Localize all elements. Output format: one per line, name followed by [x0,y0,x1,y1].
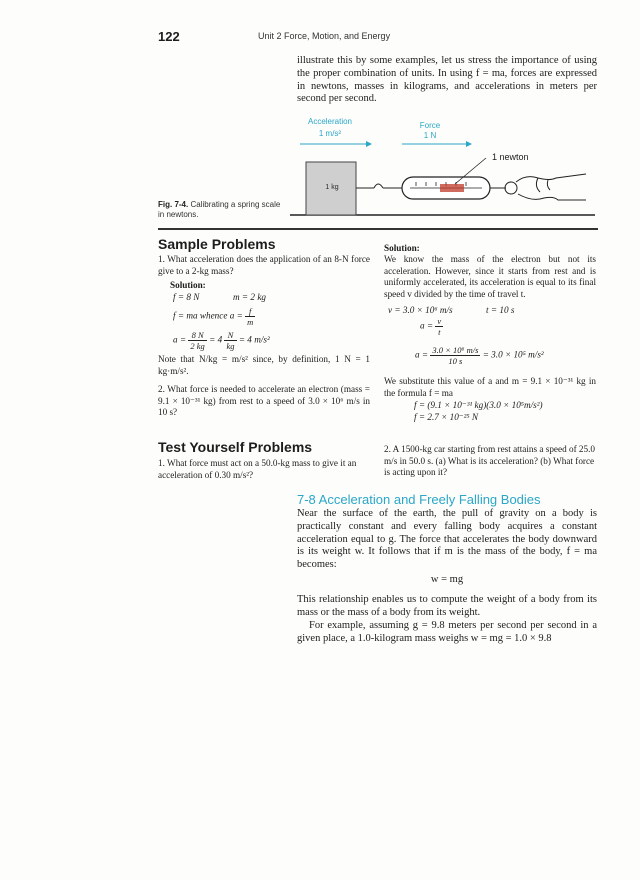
figure-caption-number: Fig. 7-4. [158,200,189,209]
p1-frac1-den: 2 kg [190,341,205,351]
figure-force-value: 1 N [423,131,437,140]
p1-frac1-num: 8 N [188,330,206,341]
page-number: 122 [158,29,180,44]
figure-caption-text: Calibrating a spring scale in newtons. [158,200,281,219]
p1-given-mass: m = 2 kg [233,292,266,302]
p2-given-v: v = 3.0 × 10⁶ m/s [388,305,453,315]
p2-frac2-num: 3.0 × 10⁶ m/s [432,345,479,355]
section-heading: 7-8 Acceleration and Freely Falling Bodies [297,492,541,507]
p2-accel-result: = 3.0 × 10⁵ m/s² [482,349,544,360]
p2-fraction-calc [430,345,480,366]
p2-frac-num: v [437,316,442,326]
sample-problem-2: 2. What force is needed to accelerate an electron (mass = 9.1 × 10⁻³¹ kg) from rest to a speed of 3.0 × 10⁶ m/s in 10 s? [158,384,370,418]
p2-given-t: t = 10 s [486,305,515,315]
p2-a2-label: a = [415,349,429,360]
p2-frac-den: t [438,327,441,337]
p1-frac2-den: kg [226,341,235,351]
spring-scale-figure [290,138,600,228]
test-question-2: 2. A 1500-kg car starting from rest attains a speed of 25.0 m/s in 50.0 s. (a) What is its acceleration? (b) What force is acting upon it? [384,444,596,478]
sample-problem-1: 1. What acceleration does the application of an 8-N force give to a 2-kg mass? [158,254,370,276]
p1-whence-line [173,306,255,327]
section-paragraph-3: For example, assuming g = 9.8 meters per second per second in a given place, a 1.0-kilogram mass weighs w = mg = 1.0 × 9.8 [297,620,597,644]
p2-solution-label: Solution: [384,243,420,253]
p2-fraction-vt [435,316,443,337]
p2-substitute: We substitute this value of a and m = 9.1 × 10⁻³¹ kg in the formula f = ma [384,376,596,398]
section-divider [158,228,598,230]
p1-solution-label: Solution: [170,280,206,290]
p1-whence-num: f [245,306,255,317]
running-header: Unit 2 Force, Motion, and Energy [258,31,391,41]
p2-frac2-den: 10 s [448,356,463,366]
p2-force-line-1: f = (9.1 × 10⁻³¹ kg)(3.0 × 10⁵m/s²) [414,400,543,410]
p1-whence-fraction [245,306,255,327]
p1-frac2-num: N [224,330,236,341]
figure-force-label: Force [419,121,441,130]
p1-note: Note that N/kg = m/s² since, by definition, 1 N = 1 kg·m/s². [158,354,370,376]
p1-whence-den: m [247,317,254,327]
test-question-1: 1. What force must act on a 50.0-kg mass to give it an acceleration of 0.30 m/s²? [158,458,357,480]
p2-solution-text: We know the mass of the electron but not its acceleration. However, since it starts from rest and is uniformly accelerated, its acceleration is equal to its final speed v divided by the time of travel t. [384,254,596,299]
figure-accel-value: 1 m/s² [318,129,342,138]
p2-force-line-2: f = 2.7 × 10⁻²⁵ N [414,412,479,422]
scale-reading-label: 1 newton [492,152,529,162]
sample-problems-heading: Sample Problems [158,236,276,252]
p1-calc-line [173,330,270,351]
test-yourself-heading: Test Yourself Problems [158,439,313,455]
p2-calc-line [415,345,544,366]
p1-fraction-1 [188,330,206,351]
p1-whence-text: f = ma whence a = [173,310,243,321]
p1-result: = 4 m/s² [238,334,270,345]
weight-formula: w = mg [430,574,464,585]
p2-a-line [420,316,443,337]
p1-eq4: = 4 [209,334,223,345]
p1-a-label: a = [173,334,187,345]
section-paragraph-1: Near the surface of the earth, the pull of gravity on a body is practically constant and every falling body acquires a constant acceleration equal to g. The force that accelerates the body downward is its weight w. It follows that if m is the mass of the body, f = ma becomes: [297,508,597,571]
p1-fraction-2 [224,330,236,351]
section-paragraph-2: This relationship enables us to compute the weight of a body from its mass or the mass of a body from its weight. [297,594,597,618]
figure-accel-label: Acceleration [307,117,353,126]
p2-a-label: a = [420,320,434,331]
block-mass-label: 1 kg [325,184,339,191]
figure-caption [158,200,288,220]
p1-given-force: f = 8 N [173,292,200,302]
intro-paragraph: illustrate this by some examples, let us stress the importance of using the proper combination of units. In using f = ma, forces are expressed in newtons, masses in kilograms, and accelerations in meters per second per second. [297,55,597,105]
